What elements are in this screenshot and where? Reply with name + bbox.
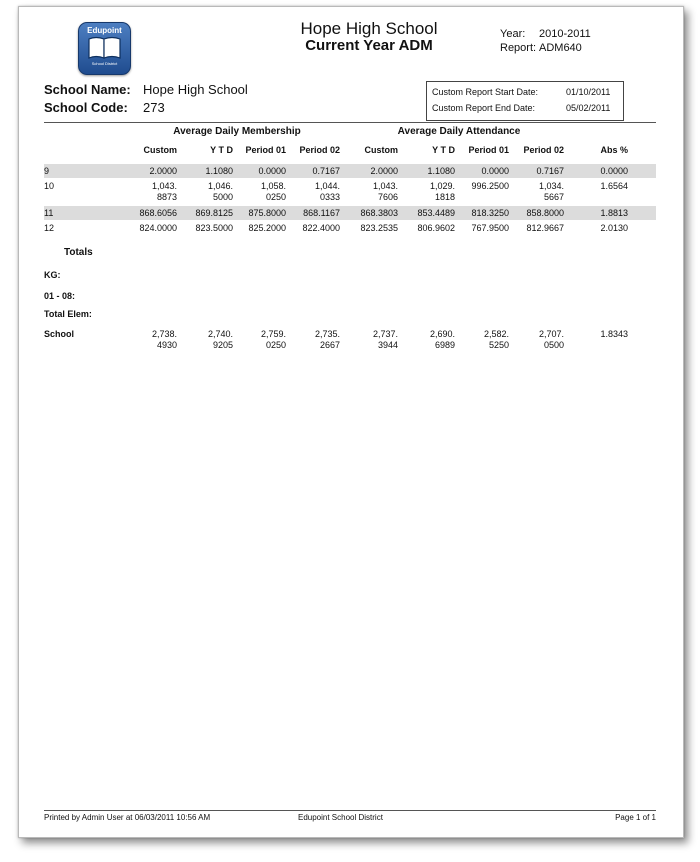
book-icon [87, 36, 122, 60]
col-header-ytd: Y T D [210, 145, 233, 155]
school-name-value: Hope High School [143, 82, 248, 97]
table-cell: 5667 [543, 192, 564, 202]
report-label: Report: [500, 42, 537, 54]
totals-school-label: School [44, 329, 75, 339]
table-cell: 7606 [377, 192, 398, 202]
totals-school-cell: 1.8343 [600, 329, 628, 339]
table-cell: 0333 [319, 192, 340, 202]
school-name-label: School Name: [44, 82, 131, 97]
header-divider [44, 122, 656, 123]
table-cell: 2.0130 [600, 223, 628, 233]
attendance-group-header: Average Daily Attendance [397, 126, 521, 137]
table-cell: 8873 [156, 192, 177, 202]
totals-school-cell: 2,740. [207, 329, 233, 339]
totals-school-cell: 0250 [265, 340, 286, 350]
table-cell: 853.4489 [417, 208, 455, 218]
table-cell: 868.3803 [360, 208, 398, 218]
totals-total-elem-label: Total Elem: [44, 309, 92, 319]
table-cell: 822.4000 [302, 223, 340, 233]
table-cell: 1,029. [429, 181, 455, 191]
totals-school-cell: 5250 [488, 340, 509, 350]
school-code-value: 273 [143, 100, 165, 115]
table-cell: 1,044. [314, 181, 340, 191]
table-cell: 0.0000 [258, 166, 286, 176]
grade-label: 10 [44, 181, 55, 191]
footer-district: Edupoint School District [298, 813, 383, 822]
table-cell: 2.0000 [149, 166, 177, 176]
table-cell: 868.1167 [303, 208, 340, 218]
table-cell: 1,034. [538, 181, 564, 191]
table-cell: 1,058. [260, 181, 286, 191]
col-header-period-01: Period 01 [245, 145, 286, 155]
col-header-custom: Custom [364, 145, 398, 155]
table-cell: 0.7167 [536, 166, 564, 176]
year-value: 2010-2011 [539, 28, 591, 40]
totals-school-cell: 2667 [319, 340, 340, 350]
totals-school-cell: 2,737. [372, 329, 398, 339]
logo-brand: Edupoint [87, 26, 122, 35]
report-subtitle: Current Year ADM [305, 37, 433, 54]
table-cell: 767.9500 [471, 223, 509, 233]
table-cell: 824.0000 [139, 223, 177, 233]
totals-school-cell: 2,759. [260, 329, 286, 339]
table-cell: 0.7167 [312, 166, 340, 176]
table-cell: 825.2000 [248, 223, 286, 233]
col-header-ytd: Y T D [432, 145, 455, 155]
membership-group-header: Average Daily Membership [173, 126, 301, 137]
totals-school-cell: 2,690. [429, 329, 455, 339]
table-cell: 0.0000 [481, 166, 509, 176]
date-range-box [426, 81, 624, 121]
table-cell: 1,043. [372, 181, 398, 191]
totals-school-cell: 6989 [434, 340, 455, 350]
table-cell: 875.8000 [248, 208, 286, 218]
school-code-label: School Code: [44, 100, 128, 115]
end-date-value: 05/02/2011 [566, 103, 611, 113]
totals-school-cell: 2,582. [483, 329, 509, 339]
totals-school-cell: 4930 [156, 340, 177, 350]
end-date-label: Custom Report End Date: [432, 103, 536, 113]
table-cell: 869.8125 [195, 208, 233, 218]
totals-school-cell: 9205 [212, 340, 233, 350]
report-school-title: Hope High School [300, 19, 438, 38]
logo-tagline: School District [91, 61, 118, 66]
grade-label: 9 [44, 166, 50, 176]
table-cell: 823.2535 [360, 223, 398, 233]
table-cell: 996.2500 [471, 181, 509, 191]
totals-heading: Totals [64, 247, 93, 258]
table-cell: 1.8813 [600, 208, 628, 218]
table-cell: 818.3250 [471, 208, 509, 218]
totals-school-cell: 2,738. [151, 329, 177, 339]
start-date-label: Custom Report Start Date: [432, 87, 539, 97]
table-cell: 823.5000 [195, 223, 233, 233]
col-header-custom: Custom [143, 145, 177, 155]
table-cell: 1,043. [151, 181, 177, 191]
totals-school-cell: 2,707. [538, 329, 564, 339]
table-cell: 2.0000 [370, 166, 398, 176]
grade-label: 12 [44, 223, 55, 233]
totals-school-cell: 0500 [543, 340, 564, 350]
footer-divider [44, 810, 656, 811]
table-cell: 812.9667 [526, 223, 564, 233]
col-header-period-02: Period 02 [523, 145, 564, 155]
grade-label: 11 [44, 208, 54, 218]
table-cell: 1,046. [207, 181, 233, 191]
table-cell: 1.1080 [205, 166, 233, 176]
col-header-period-02: Period 02 [299, 145, 340, 155]
totals-01-08-label: 01 - 08: [44, 291, 76, 301]
table-cell: 1.1080 [427, 166, 455, 176]
footer-page-number: Page 1 of 1 [615, 813, 656, 822]
col-header-period-01: Period 01 [468, 145, 509, 155]
report-page [18, 6, 684, 838]
edupoint-logo [78, 22, 131, 75]
totals-kg-label: KG: [44, 270, 61, 280]
table-cell: 1.6564 [600, 181, 628, 191]
report-code: ADM640 [539, 42, 582, 54]
table-cell: 806.9602 [417, 223, 455, 233]
start-date-value: 01/10/2011 [566, 87, 611, 97]
totals-school-cell: 3944 [377, 340, 398, 350]
table-cell: 868.6056 [139, 208, 177, 218]
year-label: Year: [500, 28, 526, 40]
table-cell: 1818 [434, 192, 455, 202]
table-cell: 5000 [212, 192, 233, 202]
totals-school-cell: 2,735. [314, 329, 340, 339]
table-cell: 858.8000 [526, 208, 564, 218]
col-header-abs-pct: Abs % [600, 145, 628, 155]
table-cell: 0.0000 [600, 166, 628, 176]
table-cell: 0250 [265, 192, 286, 202]
footer-printed-by: Printed by Admin User at 06/03/2011 10:56 AM [44, 813, 211, 822]
